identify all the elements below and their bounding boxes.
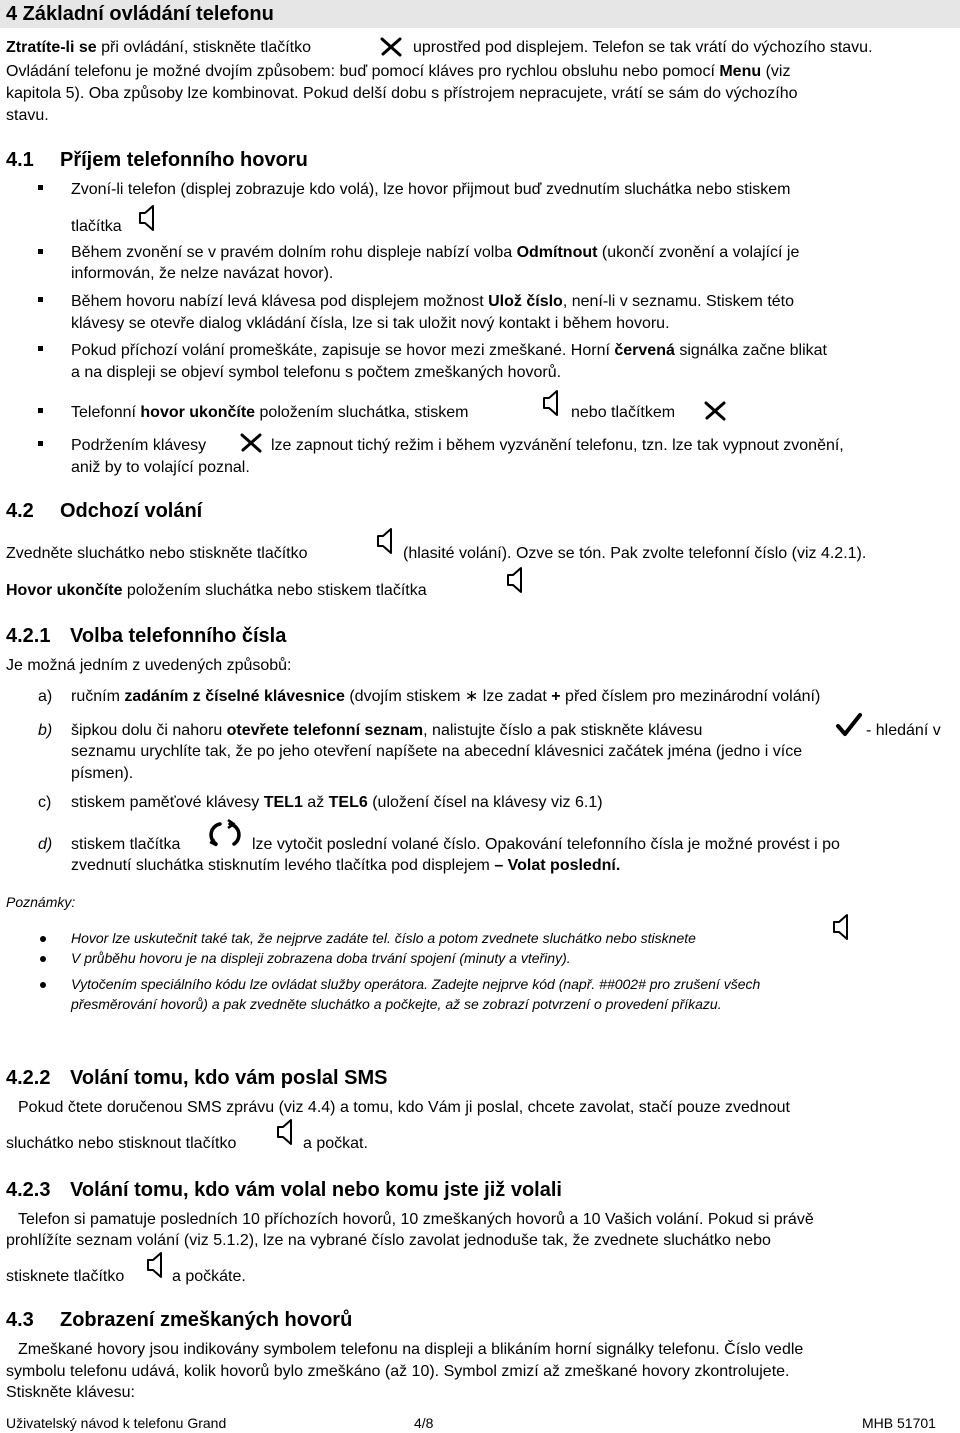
- item-d-line-1b: lze vytočit poslední volané číslo. Opakování telefonního čísla je možné provést i po: [252, 836, 840, 853]
- keypad-bold: zadáním z číselné klávesnice: [124, 688, 345, 705]
- section-number: 4.2.2: [6, 1067, 51, 1089]
- speaker-icon: [542, 389, 564, 417]
- section-4-2-heading: [6, 500, 202, 522]
- speaker-icon: [506, 566, 528, 594]
- bullet-2-line-2: informován, že nelze navázat hovor).: [71, 265, 334, 282]
- bullet-square: [38, 408, 43, 413]
- note-3-line-1: Vytočením speciálního kódu lze ovládat služby operátora. Zadejte nejprve kód (např. ##002# pro zrušení všech: [71, 976, 761, 992]
- intro-line-1: [6, 38, 311, 57]
- section-title: Volba telefonního čísla: [70, 625, 287, 647]
- text: Během hovoru nabízí levá klávesa pod displejem možnost: [71, 293, 489, 310]
- text: , není-li v seznamu. Stiskem této: [562, 293, 795, 310]
- check-icon: [835, 712, 863, 738]
- callback-line-2: prohlížíte seznam volání (viz 5.1.2), lze na vybrané číslo zavolat jednoduše tak, že zvednete sluchátko nebo: [6, 1232, 771, 1249]
- text: položením sluchátka, stiskem: [255, 404, 469, 421]
- section-4-2-2-heading: [6, 1067, 387, 1089]
- item-b-line-1-end: - hledání v: [866, 722, 941, 739]
- text: před číslem pro mezinárodní volání): [560, 688, 821, 705]
- intro-text: Ovládání telefonu je možné dvojím způsobem: buď pomocí kláves pro rychlou obsluhu nebo pomocí: [6, 63, 720, 80]
- section-title: Volání tomu, kdo vám volal nebo komu jste již volali: [70, 1179, 562, 1201]
- speaker-icon: [276, 1118, 298, 1146]
- cross-icon: [702, 400, 728, 422]
- bullet-square: [38, 441, 43, 446]
- section-title: Příjem telefonního hovoru: [60, 149, 308, 171]
- note-2: V průběhu hovoru je na displeji zobrazena doba trvání spojení (minuty a vteřiny).: [71, 950, 571, 966]
- text: signálka začne blikat: [674, 342, 827, 359]
- end-call-bold: hovor ukončíte: [140, 404, 256, 421]
- tel6-bold: TEL6: [328, 794, 368, 811]
- item-c: [71, 793, 603, 812]
- text: zvednutí sluchátka stisknutím levého tlačítka pod displejem: [71, 857, 495, 874]
- section-number: 4.2: [6, 500, 34, 522]
- section-title: Zobrazení zmeškaných hovorů: [60, 1309, 353, 1331]
- intro-line-2: [6, 62, 790, 81]
- sms-line-2b: a počkat.: [303, 1135, 368, 1152]
- dial-intro: Je možná jedním z uvedených způsobů:: [6, 657, 292, 674]
- plus-bold: +: [551, 688, 561, 705]
- footer-page-number: 4/8: [414, 1415, 434, 1431]
- cross-icon: [378, 36, 404, 58]
- item-b-line-1: [71, 721, 702, 740]
- open-phonebook-bold: otevřete telefonní seznam: [226, 722, 424, 739]
- text: (ukončí zvonění a volající je: [597, 244, 800, 261]
- list-marker-c: c): [38, 794, 52, 811]
- section-4-2-3-heading: [6, 1179, 562, 1201]
- text: až: [302, 794, 329, 811]
- bullet-4-line-1: [71, 341, 827, 360]
- callback-line-1: Telefon si pamatuje posledních 10 příchozích hovorů, 10 zmeškaných hovorů a 10 Vašich volání. Pokud si právě: [18, 1211, 814, 1228]
- bullet-3-line-2: klávesy se otevře dialog vkládání čísla, lze si tak uložit nový kontakt i během hovoru.: [71, 315, 670, 332]
- speaker-icon: [138, 204, 160, 232]
- sms-line-2a: sluchátko nebo stisknout tlačítko: [6, 1135, 237, 1152]
- menu-bold: Menu: [719, 63, 762, 80]
- outgoing-line-2: [6, 581, 427, 600]
- section-4-1-heading: [6, 149, 308, 171]
- text: Během zvonění se v pravém dolním rohu displeje nabízí volba: [71, 244, 517, 261]
- item-d-line-1a: stiskem tlačítka: [71, 836, 181, 853]
- outgoing-line-1a: Zvedněte sluchátko nebo stiskněte tlačítko: [6, 545, 308, 562]
- bullet-5-line-1: [71, 403, 469, 422]
- redial-bold: – Volat poslední.: [494, 857, 621, 874]
- text: Pokud příchozí volání promeškáte, zapisuje se hovor mezi zmeškané. Horní: [71, 342, 615, 359]
- bullet-6-line-1a: Podržením klávesy: [71, 437, 207, 454]
- text: stiskem paměťové klávesy: [71, 794, 264, 811]
- text: položením sluchátka nebo stiskem tlačítka: [122, 582, 427, 599]
- bullet-6-line-2: aniž by to volající poznal.: [71, 459, 250, 476]
- intro-text: při ovládání, stiskněte tlačítko: [96, 39, 312, 56]
- bullet-dot: [40, 936, 46, 942]
- text: ručním: [71, 688, 125, 705]
- bullet-square: [38, 185, 43, 190]
- section-4-2-1-heading: [6, 625, 286, 647]
- missed-line-2: symbolu telefonu udává, kolik hovorů bylo zmeškáno (až 10). Symbol zmizí až zmeškané hovory zkontrolujete.: [6, 1363, 790, 1380]
- text: (dvojím stiskem: [344, 688, 465, 705]
- speaker-icon: [376, 527, 398, 555]
- save-number-bold: Ulož číslo: [488, 293, 563, 310]
- red-bold: červená: [614, 342, 675, 359]
- section-number: 4.1: [6, 149, 34, 171]
- section-4-3-heading: [6, 1309, 352, 1331]
- intro-line-1-end: uprostřed pod displejem. Telefon se tak vrátí do výchozího stavu.: [413, 39, 873, 56]
- section-title: Odchozí volání: [60, 500, 203, 522]
- section-number: 4.3: [6, 1309, 34, 1331]
- intro-bold-lost: Ztratíte-li se: [6, 39, 97, 56]
- item-d-line-2: [71, 856, 620, 875]
- reject-bold: Odmítnout: [516, 244, 598, 261]
- sms-line-1: Pokud čtete doručenou SMS zprávu (viz 4.4) a tomu, kdo Vám ji poslal, chcete zavolat, stačí pouze zvednout: [18, 1099, 790, 1116]
- chapter-title: 4 Základní ovládání telefonu: [6, 3, 274, 25]
- list-marker-d: d): [38, 836, 53, 853]
- section-number: 4.2.1: [6, 625, 51, 647]
- section-number: 4.2.3: [6, 1179, 51, 1201]
- bullet-dot: [40, 956, 46, 962]
- item-b-line-2: seznamu urychlíte tak, že po jeho otevření napíšete na abecední klávesnici začátek jména (jedno i více: [71, 743, 803, 760]
- bullet-square: [38, 297, 43, 302]
- missed-line-1: Zmeškané hovory jsou indikovány symbolem telefonu na displeji a blikáním horní signálky telefonu. Číslo vedle: [18, 1341, 804, 1358]
- cross-icon: [238, 432, 264, 454]
- text: (uložení čísel na klávesy viz 6.1): [367, 794, 603, 811]
- redial-icon: [206, 818, 246, 850]
- list-marker-b: b): [38, 722, 53, 739]
- bullet-square: [38, 249, 43, 254]
- intro-text: (viz: [761, 63, 791, 80]
- missed-line-3: Stiskněte klávesu:: [6, 1384, 135, 1401]
- chapter-heading-bar: [0, 0, 960, 28]
- callback-line-3a: stisknete tlačítko: [6, 1268, 125, 1285]
- bullet-4-line-2: a na displeji se objeví symbol telefonu s počtem zmeškaných hovorů.: [71, 364, 562, 381]
- text: šipkou dolu či nahoru: [71, 722, 227, 739]
- list-marker-a: a): [38, 688, 53, 705]
- star-symbol: ∗: [464, 688, 479, 705]
- callback-line-3b: a počkáte.: [172, 1268, 246, 1285]
- end-call-bold: Hovor ukončíte: [6, 582, 123, 599]
- text: Telefonní: [71, 404, 141, 421]
- notes-label: Poznámky:: [6, 894, 76, 910]
- note-3-line-2: přesměrování hovorů) a pak zvedněte sluchátko a počkejte, až se zobrazí potvrzení o provedení příkazu.: [71, 996, 722, 1012]
- note-1: Hovor lze uskutečnit také tak, že nejprve zadáte tel. číslo a potom zvednete sluchátko nebo stisknete: [71, 930, 696, 946]
- intro-line-3: kapitola 5). Oba způsoby lze kombinovat. Pokud delší dobu s přístrojem nepracujete, vrátí se sám do výchozího: [6, 85, 798, 102]
- bullet-3-line-1: [71, 292, 794, 311]
- tel1-bold: TEL1: [263, 794, 303, 811]
- bullet-1-line-1: Zvoní-li telefon (displej zobrazuje kdo volá), lze hovor přijmout buď zvednutím sluchátka nebo stiskem: [71, 181, 791, 198]
- item-a: [71, 687, 820, 706]
- intro-line-4: stavu.: [6, 107, 49, 124]
- outgoing-line-1b: (hlasité volání). Ozve se tón. Pak zvolte telefonní číslo (viz 4.2.1).: [403, 545, 867, 562]
- speaker-icon: [832, 913, 854, 941]
- footer-title: Uživatelský návod k telefonu Grand: [6, 1415, 227, 1431]
- section-title: Volání tomu, kdo vám poslal SMS: [70, 1067, 388, 1089]
- text: , nalistujte číslo a pak stiskněte klávesu: [423, 722, 703, 739]
- item-b-line-3: písmen).: [71, 765, 134, 782]
- bullet-2-line-1: [71, 243, 799, 262]
- bullet-1-line-2: tlačítka: [71, 218, 122, 235]
- footer-doc-code: MHB 51701: [862, 1415, 936, 1431]
- speaker-icon: [146, 1251, 168, 1279]
- bullet-6-line-1b: lze zapnout tichý režim i během vyzvánění telefonu, tzn. lze tak vypnout zvonění,: [271, 437, 844, 454]
- text: lze zadat: [478, 688, 552, 705]
- bullet-square: [38, 346, 43, 351]
- bullet-5-line-1-end: nebo tlačítkem: [571, 404, 676, 421]
- bullet-dot: [40, 982, 46, 988]
